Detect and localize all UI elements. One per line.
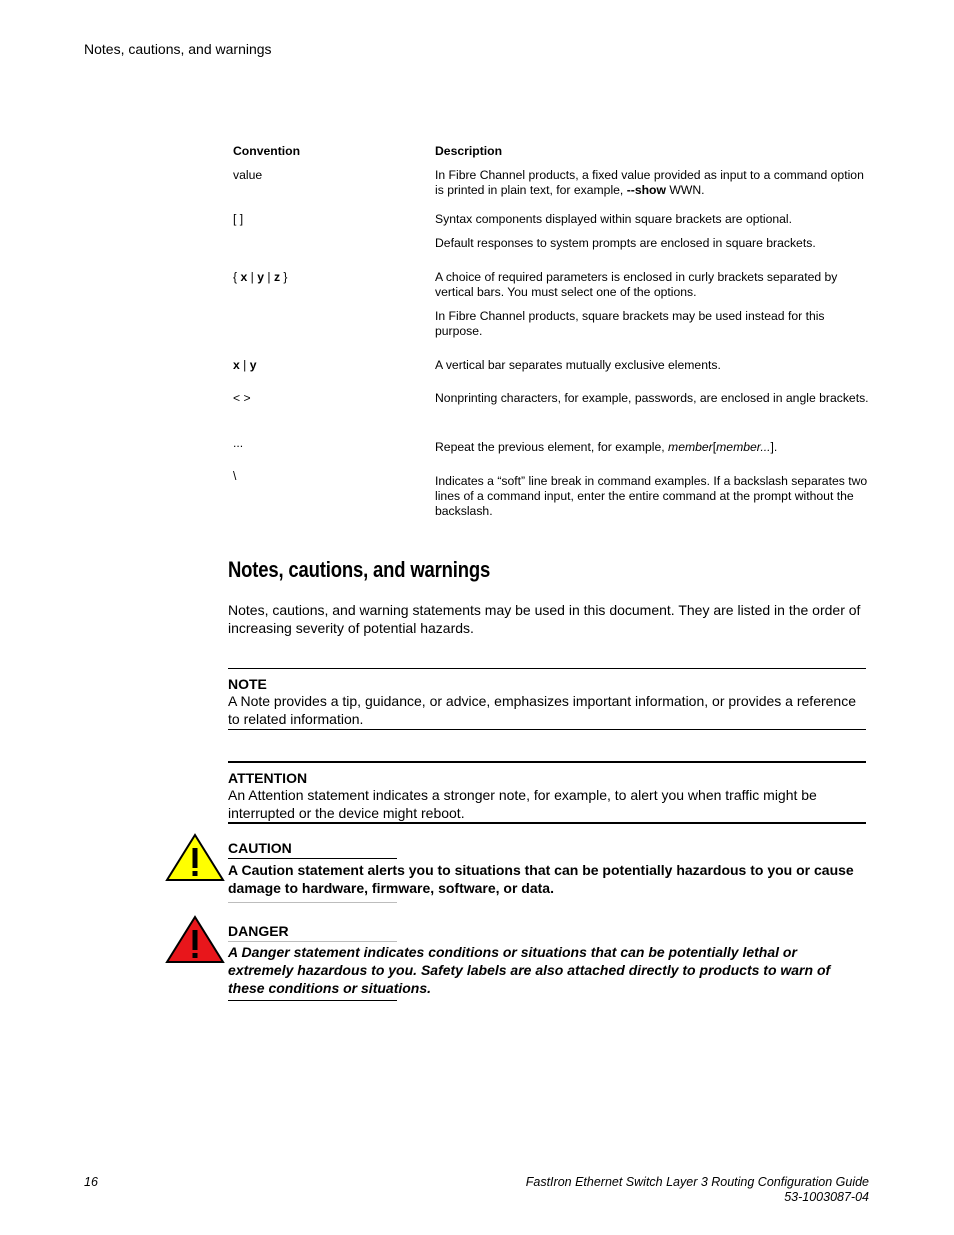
caution-text: A Caution statement alerts you to situations that can be potentially hazardous to you or cause damage to hardware, firmware, software, or data. — [228, 862, 854, 896]
doc-number: 53-1003087-04 — [784, 1190, 869, 1204]
note-text: A Note provides a tip, guidance, or advice, emphasizes important information, or provides a reference to related information. — [228, 693, 856, 727]
table-header-description: Description — [435, 144, 503, 158]
attention-top-rule — [228, 761, 866, 763]
caution-title-rule — [228, 858, 397, 859]
table-row-convention: x | y — [233, 358, 257, 372]
table-row-convention: ... — [233, 436, 244, 450]
danger-text: A Danger statement indicates conditions or situations that can be potentially lethal or extremely hazardous to you. Safety labels are also attached directly to products to warn of these conditions or situations. — [228, 944, 831, 996]
table-row-description: A choice of required parameters is enclosed in curly brackets separated by vertical bars. You must select one of the options. — [435, 270, 838, 299]
caution-title: CAUTION — [228, 840, 292, 856]
table-row-description: A vertical bar separates mutually exclusive elements. — [435, 358, 721, 372]
note-bottom-rule — [228, 729, 866, 730]
page-number: 16 — [84, 1175, 98, 1189]
table-row-convention: \ — [233, 469, 237, 483]
table-row-description: Syntax components displayed within square brackets are optional. — [435, 212, 793, 226]
attention-bottom-rule — [228, 822, 866, 824]
table-row-description: Nonprinting characters, for example, passwords, are enclosed in angle brackets. — [435, 391, 869, 405]
attention-text: An Attention statement indicates a stronger note, for example, to alert you when traffic might be interrupted or the device might reboot. — [228, 787, 817, 821]
danger-title: DANGER — [228, 923, 289, 939]
danger-title-rule — [228, 941, 397, 942]
table-row-convention: < > — [233, 391, 251, 405]
table-row-description: In Fibre Channel products, square brackets may be used instead for this purpose. — [435, 309, 825, 338]
footer-doc-info — [526, 1175, 869, 1205]
caution-warning-icon — [165, 833, 225, 883]
table-header-convention: Convention — [233, 144, 301, 158]
table-row-description: Indicates a “soft” line break in command examples. If a backslash separates two lines of a command input, enter the entire command at the prompt without the backslash. — [435, 474, 868, 518]
note-title: NOTE — [228, 676, 267, 692]
table-row-convention: { x | y | z } — [233, 270, 288, 284]
danger-warning-icon — [165, 915, 225, 965]
running-head: Notes, cautions, and warnings — [84, 41, 272, 57]
table-row-description: Repeat the previous element, for example, member[member...]. — [435, 440, 778, 454]
section-intro: Notes, cautions, and warning statements may be used in this document. They are listed in the order of increasing severity of potential hazards. — [228, 602, 861, 636]
caution-bottom-rule — [228, 902, 397, 903]
note-top-rule — [228, 668, 866, 669]
table-row-convention: [ ] — [233, 212, 244, 226]
danger-bottom-rule — [228, 1000, 397, 1001]
section-title: Notes, cautions, and warnings — [228, 557, 491, 582]
attention-title: ATTENTION — [228, 770, 308, 786]
table-row-description: Default responses to system prompts are enclosed in square brackets. — [435, 236, 816, 250]
table-row-description: In Fibre Channel products, a fixed value provided as input to a command option is printed in plain text, for example, --show WWN. — [435, 168, 864, 197]
table-row-convention: value — [233, 168, 263, 182]
doc-title: FastIron Ethernet Switch Layer 3 Routing Configuration Guide — [525, 1175, 869, 1189]
